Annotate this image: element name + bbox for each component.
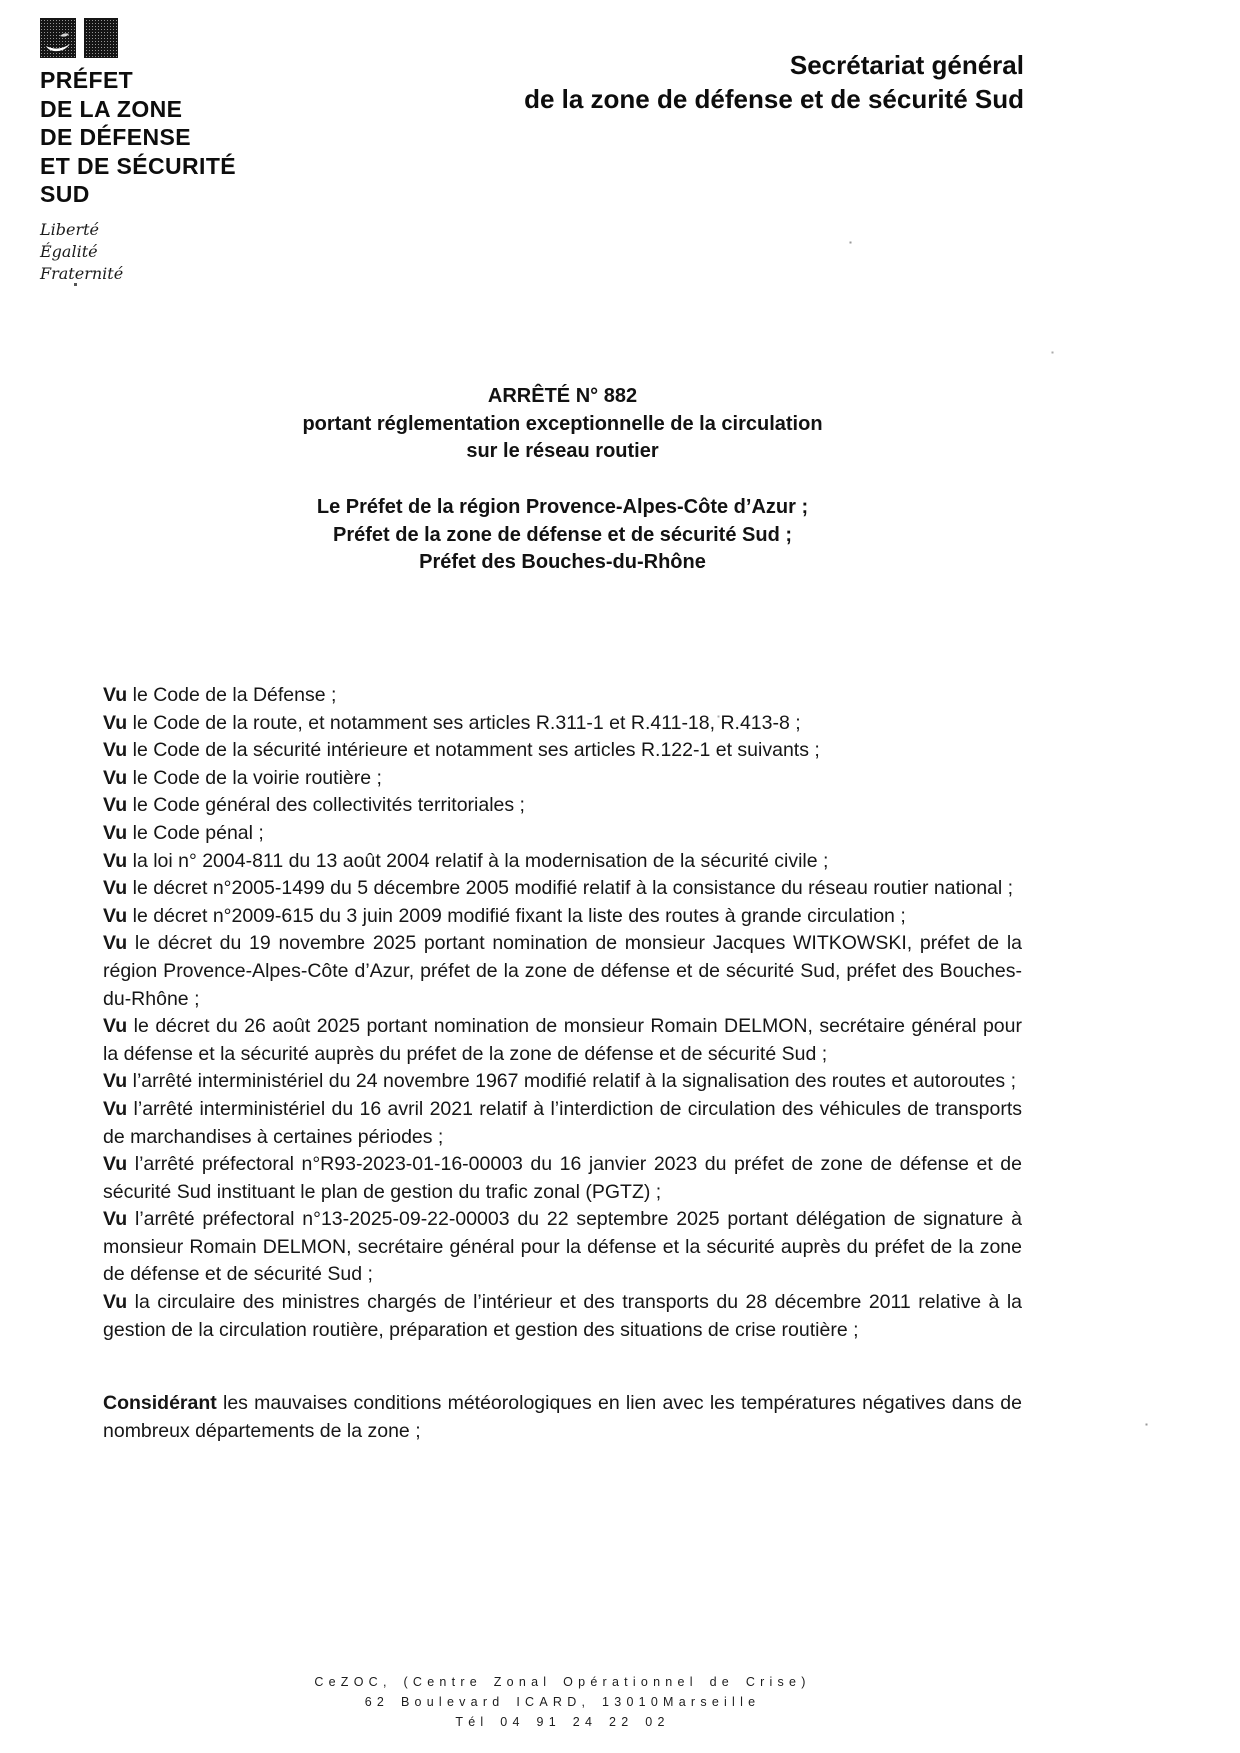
visa-lead: Vu (103, 821, 128, 844)
government-header-block (40, 16, 340, 285)
ministry-name-line: DE DÉFENSE (40, 124, 191, 150)
ministry-name-line: PRÉFET (40, 67, 134, 93)
visa-text: la loi n° 2004-811 du 13 août 2004 relatif à la modernisation de la sécurité civile ; (132, 849, 829, 872)
visa-lead: Vu (103, 1153, 128, 1176)
visa-lead: Vu (103, 849, 128, 872)
issuing-authority (103, 494, 1022, 577)
visa-lead: Vu (103, 932, 128, 955)
visa-paragraph (103, 710, 1022, 738)
visa-paragraph (103, 1206, 1022, 1289)
visa-text: le Code de la route, et notamment ses articles R.311-1 et R.411-18, R.413-8 ; (132, 711, 801, 734)
republic-motto (40, 219, 340, 285)
visa-text: le Code général des collectivités territoriales ; (132, 794, 525, 817)
visa-paragraph (103, 1289, 1022, 1344)
visa-paragraph (103, 903, 1022, 931)
visa-text: l’arrêté préfectoral n°R93-2023-01-16-00003 du 16 janvier 2023 du préfet de zone de défense et de sécurité Sud instituant le plan de gestion du trafic zonal (PGTZ) ; (103, 1153, 1022, 1203)
ministry-name-line: ET DE SÉCURITÉ (40, 152, 237, 179)
visa-text: l’arrêté interministériel du 24 novembre 1967 modifié relatif à la signalisation des routes et autoroutes ; (132, 1070, 1017, 1093)
visa-paragraph (103, 682, 1022, 710)
document-body (103, 682, 1022, 1445)
french-flag-logo-icon (40, 16, 118, 60)
footer-phone: Tél 04 91 24 22 02 (455, 1715, 670, 1729)
title-subject-line-2: sur le réseau routier (466, 440, 659, 462)
secretariat-header (524, 48, 1024, 116)
visa-lead: Vu (103, 684, 128, 706)
visa-paragraph (103, 1013, 1022, 1068)
visa-text: le décret n°2005-1499 du 5 décembre 2005 modifié relatif à la consistance du réseau routier national ; (132, 877, 1014, 900)
visa-paragraph (103, 1068, 1022, 1096)
visa-text: l’arrêté interministériel du 16 avril 2021 relatif à l’interdiction de circulation des véhicules de transports de marchandises à certaines périodes ; (103, 1097, 1022, 1148)
considerant-text: les mauvaises conditions météorologiques en lien avec les températures négatives dans de nombreux départements de la zone ; (103, 1392, 1022, 1442)
visa-lead: Vu (103, 794, 128, 817)
ministry-name-line: DE LA ZONE (40, 95, 183, 122)
visa-text: le Code de la voirie routière ; (132, 766, 382, 789)
ministry-name (40, 66, 340, 209)
visa-lead: Vu (103, 877, 128, 900)
visa-paragraph (103, 1096, 1022, 1151)
visa-paragraph (103, 792, 1022, 820)
visa-lead: Vu (103, 1015, 128, 1038)
considerant-paragraph (103, 1390, 1022, 1445)
visa-text: le décret du 19 novembre 2025 portant nomination de monsieur Jacques WITKOWSKI, préfet de la région Provence-Alpes-Côte d’Azur, préfet de la zone de défense et de sécurité Sud, préfet des Bouches-du-Rhône ; (103, 932, 1022, 1010)
visa-text: l’arrêté préfectoral n°13-2025-09-22-00003 du 22 septembre 2025 portant délégation de signature à monsieur Romain DELMON, secrétaire général pour la défense et la sécurité auprès du préfet de la zone de défense et de sécurité Sud ; (103, 1208, 1022, 1286)
footer-service-name: CeZOC, (Centre Zonal Opérationnel de Crise) (314, 1675, 811, 1689)
document-title (103, 383, 1022, 466)
authority-line-2: Préfet de la zone de défense et de sécurité Sud ; (332, 523, 793, 546)
visa-paragraph (103, 765, 1022, 793)
visa-lead: Vu (103, 766, 128, 789)
visa-text: le décret du 26 août 2025 portant nomination de monsieur Romain DELMON, secrétaire général pour la défense et la sécurité auprès du préfet de la zone de défense et de sécurité Sud ; (103, 1015, 1022, 1065)
visa-lead: Vu (103, 739, 128, 762)
visa-paragraph (103, 930, 1022, 1013)
authority-line-1: Le Préfet de la région Provence-Alpes-Côte d’Azur ; (316, 496, 809, 518)
visa-text: le décret n°2009-615 du 3 juin 2009 modifié fixant la liste des routes à grande circulation ; (132, 904, 906, 927)
authority-line-3: Préfet des Bouches-du-Rhône (419, 551, 706, 573)
motto-line: Fraternité (40, 263, 124, 283)
scan-noise (0, 0, 1, 1)
visa-paragraph (103, 1151, 1022, 1206)
visa-lead: Vu (103, 1208, 128, 1231)
visa-text: le Code pénal ; (132, 821, 264, 844)
visa-paragraph (103, 737, 1022, 765)
motto-line: Égalité (40, 241, 98, 261)
visa-text: le Code de la sécurité intérieure et notamment ses articles R.122-1 et suivants ; (132, 739, 820, 762)
document-footer (103, 1672, 1022, 1732)
visa-lead: Vu (103, 711, 128, 734)
visa-lead: Vu (103, 1070, 128, 1093)
ministry-name-line: SUD (40, 181, 90, 207)
motto-line: Liberté (40, 219, 99, 239)
visa-paragraph (103, 848, 1022, 876)
footer-address: 62 Boulevard ICARD, 13010Marseille (364, 1695, 761, 1709)
visa-paragraph (103, 820, 1022, 848)
visa-paragraph (103, 875, 1022, 903)
title-subject-line-1: portant réglementation exceptionnelle de la circulation (302, 412, 823, 435)
visa-text: la circulaire des ministres chargés de l’intérieur et des transports du 28 décembre 2011 relative à la gestion de la circulation routière, préparation et gestion des situations de crise routière ; (103, 1291, 1022, 1341)
visa-lead: Vu (103, 1097, 128, 1120)
title-number: ARRÊTÉ N° 882 (487, 385, 638, 407)
visa-lead: Vu (103, 1291, 128, 1314)
secretariat-line-1: Secrétariat général (789, 50, 1024, 80)
secretariat-line-2: de la zone de défense et de sécurité Sud (524, 84, 1024, 114)
considerant-lead: Considérant (103, 1392, 217, 1415)
visa-lead: Vu (103, 904, 128, 927)
visa-text: le Code de la Défense ; (132, 684, 337, 706)
